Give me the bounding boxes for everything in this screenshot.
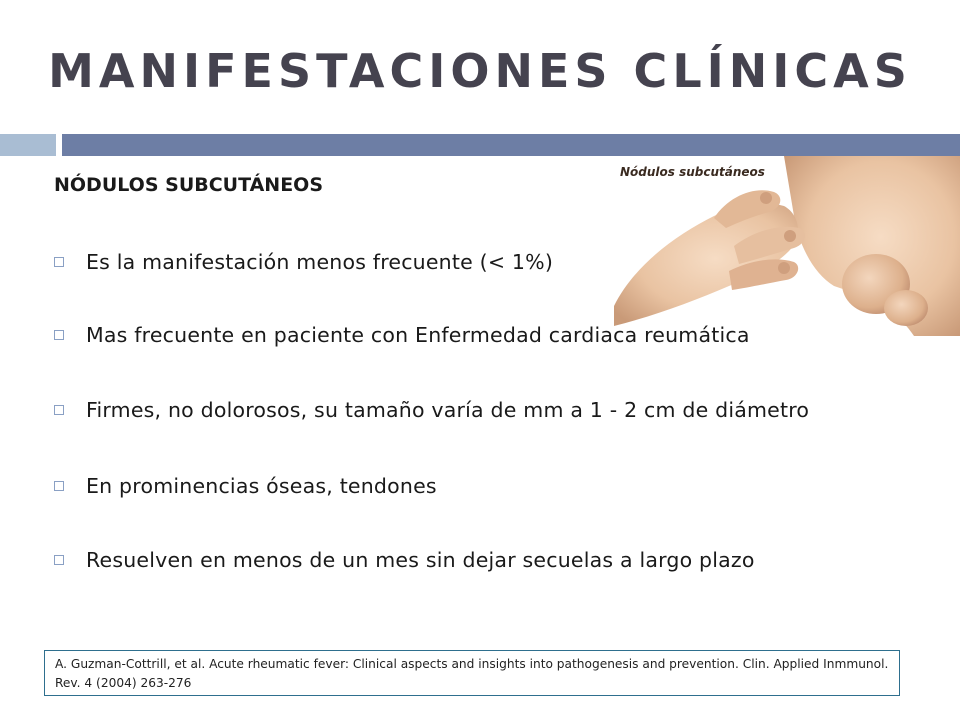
square-bullet-icon [54, 330, 64, 340]
square-bullet-icon [54, 405, 64, 415]
square-bullet-icon [54, 555, 64, 565]
list-item [54, 250, 553, 274]
subcutaneous-nodules-photo [614, 156, 960, 336]
accent-bar-small [0, 134, 56, 156]
section-subtitle: NÓDULOS SUBCUTÁNEOS [54, 174, 324, 196]
bullet-text: Mas frecuente en paciente con Enfermedad cardiaca reumática [86, 323, 750, 347]
bullet-text: Firmes, no dolorosos, su tamaño varía de mm a 1 - 2 cm de diámetro [86, 398, 810, 422]
list-item [54, 323, 750, 347]
list-item [54, 548, 755, 572]
photo-caption: Nódulos subcutáneos [620, 165, 765, 179]
list-item [54, 398, 809, 422]
square-bullet-icon [54, 481, 64, 491]
slide-title: MANIFESTACIONES CLÍNICAS [48, 44, 912, 98]
list-item [54, 474, 437, 498]
bullet-text: En prominencias óseas, tendones [86, 474, 437, 498]
accent-bar-large [62, 134, 960, 156]
bullet-text: Es la manifestación menos frecuente (< 1%) [86, 250, 554, 274]
citation-box: A. Guzman-Cottrill, et al. Acute rheumatic fever: Clinical aspects and insights into pathogenesis and prevention. Clin. Applied Inmmunol. Rev. 4 (2004) 263-276 [44, 650, 900, 696]
square-bullet-icon [54, 257, 64, 267]
bullet-text: Resuelven en menos de un mes sin dejar secuelas a largo plazo [86, 548, 755, 572]
